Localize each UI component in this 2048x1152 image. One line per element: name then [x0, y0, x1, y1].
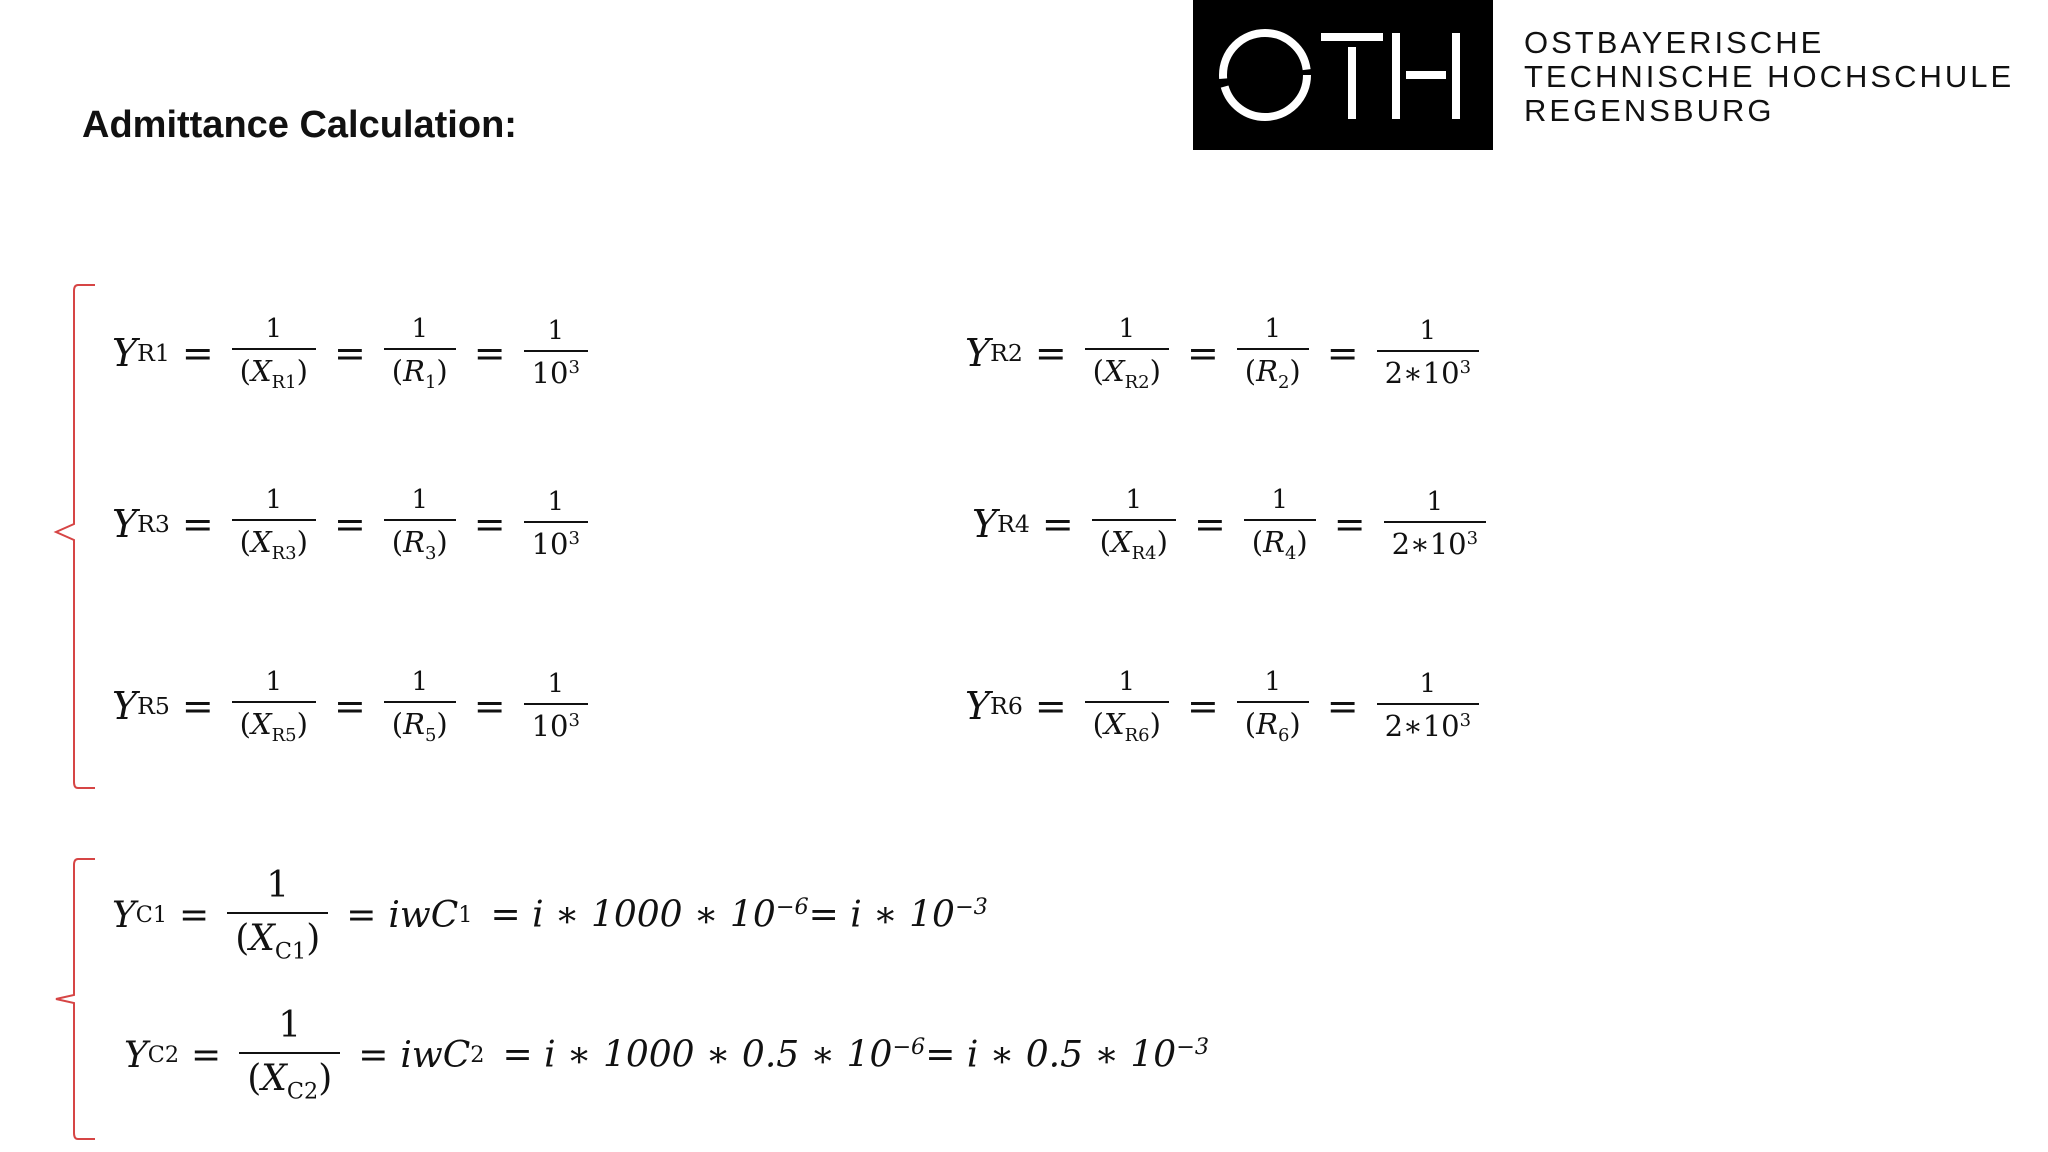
capacitor-group-brace — [50, 856, 100, 1146]
eq-label-sub: R2 — [990, 339, 1023, 367]
resistor-group-brace — [50, 282, 100, 792]
institution-line: OSTBAYERISCHE — [1524, 25, 1825, 60]
eq-label-sub: R4 — [997, 510, 1030, 538]
result-term: = i ∗ 10 — [808, 894, 955, 936]
equation-yc1: Y C1 = $\frac{1}{(X_{C1})}$ = iwC 1 = i ∗ 1000 ∗ $10^{-6}= i$ ∗ $10^{-3}$ — [112, 865, 988, 965]
fraction-value: $\frac{1}{10^3}$ — [524, 316, 588, 390]
eq-label: Y — [112, 331, 138, 375]
value-term: = i ∗ 1000 ∗ 0.5 ∗ 10 — [502, 1034, 893, 1076]
eq-label: Y — [112, 502, 138, 546]
fraction-x: $\frac{1}{(X_{R6})}$ — [1085, 667, 1169, 746]
equation-yr2: Y R2 = $\frac{1}{(X_{R2})}$ = $\frac{1}{(R_2)}$ = $\frac{1}{2∗10^3}$ — [965, 305, 1485, 401]
eq-label-sub: R3 — [137, 510, 170, 538]
equation-yr1: Y R1 = $\frac{1}{(X_{R1})}$ = $\frac{1}{(R_1)}$ = $\frac{1}{10^3}$ — [112, 305, 594, 401]
eq-label: Y — [965, 684, 991, 728]
eq-label-sub: R1 — [137, 339, 170, 367]
slide-title: Admittance Calculation: — [82, 104, 517, 146]
fraction-value: $\frac{1}{2∗10^3}$ — [1377, 669, 1480, 743]
fraction-r: $\frac{1}{(R_6)}$ — [1237, 667, 1309, 746]
fraction: $\frac{1}{(X_{C1})}$ — [227, 865, 328, 964]
fraction-value: $\frac{1}{2∗10^3}$ — [1384, 487, 1487, 561]
fraction-x: $\frac{1}{(X_{R5})}$ — [232, 667, 316, 746]
fraction-r: $\frac{1}{(R_2)}$ — [1237, 314, 1309, 393]
fraction: $\frac{1}{(X_{C2})}$ — [239, 1005, 340, 1104]
equation-yr3: Y R3 = $\frac{1}{(X_{R3})}$ = $\frac{1}{(R_3)}$ = $\frac{1}{10^3}$ — [112, 476, 594, 572]
iwc-term: iwC — [388, 894, 459, 936]
fraction-value: $\frac{1}{10^3}$ — [524, 487, 588, 561]
oth-logo — [1193, 0, 1493, 150]
fraction-x: $\frac{1}{(X_{R1})}$ — [232, 314, 316, 393]
institution-line: TECHNISCHE HOCHSCHULE — [1524, 59, 2015, 94]
fraction-r: $\frac{1}{(R_5)}$ — [384, 667, 456, 746]
result-term: = i ∗ 0.5 ∗ 10 — [925, 1034, 1177, 1076]
eq-label-sub: R5 — [137, 692, 170, 720]
fraction-value: $\frac{1}{2∗10^3}$ — [1377, 316, 1480, 390]
equation-yr4: Y R4 = $\frac{1}{(X_{R4})}$ = $\frac{1}{(R_4)}$ = $\frac{1}{2∗10^3}$ — [972, 476, 1492, 572]
value-term: = i ∗ 1000 ∗ 10 — [490, 894, 776, 936]
fraction-value: $\frac{1}{10^3}$ — [524, 669, 588, 743]
eq-label-sub: R6 — [990, 692, 1023, 720]
fraction-x: $\frac{1}{(X_{R4})}$ — [1092, 485, 1176, 564]
fraction-r: $\frac{1}{(R_4)}$ — [1244, 485, 1316, 564]
institution-line: REGENSBURG — [1524, 93, 1775, 128]
eq-label-sub: C1 — [135, 902, 168, 928]
fraction-x: $\frac{1}{(X_{R2})}$ — [1085, 314, 1169, 393]
equation-yr6: Y R6 = $\frac{1}{(X_{R6})}$ = $\frac{1}{(R_6)}$ = $\frac{1}{2∗10^3}$ — [965, 658, 1485, 754]
eq-label: Y — [965, 331, 991, 375]
fraction-r: $\frac{1}{(R_1)}$ — [384, 314, 456, 393]
equation-yc2: Y C2 = $\frac{1}{(X_{C2})}$ = iwC 2 = i ∗ 1000 ∗ 0.5 ∗ $10^{-6}= i$ ∗ 0.5 ∗ $10^{-3}$ — [124, 1005, 1210, 1105]
eq-label-sub: C2 — [147, 1042, 180, 1068]
fraction-x: $\frac{1}{(X_{R3})}$ — [232, 485, 316, 564]
institution-name — [1524, 26, 2014, 128]
fraction-r: $\frac{1}{(R_3)}$ — [384, 485, 456, 564]
equation-yr5: Y R5 = $\frac{1}{(X_{R5})}$ = $\frac{1}{(R_5)}$ = $\frac{1}{10^3}$ — [112, 658, 594, 754]
iwc-term: iwC — [400, 1034, 471, 1076]
eq-label: Y — [112, 894, 136, 936]
eq-label: Y — [972, 502, 998, 546]
eq-label: Y — [124, 1034, 148, 1076]
eq-label: Y — [112, 684, 138, 728]
oth-logo-mark — [1193, 0, 1493, 150]
